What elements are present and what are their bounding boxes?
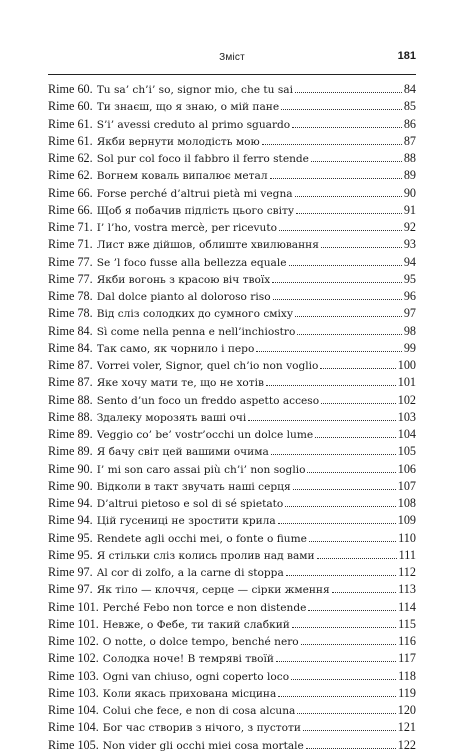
entry-page-number: 91 (403, 202, 416, 217)
entry-reference: Rime 60. (48, 82, 93, 96)
toc-entry (48, 685, 416, 702)
entry-title: Якби вогонь з красою віч твоїх (96, 273, 271, 286)
entry-reference: Rime 90. (48, 478, 93, 493)
dot-leader (292, 627, 396, 628)
entry-title: Ти знаєш, що я знаю, о мій пане (96, 101, 280, 114)
entry-page-number: 100 (397, 358, 416, 372)
entry-reference: Rime 94. (48, 496, 93, 510)
toc-entry (48, 271, 416, 288)
entry-title: Forse perché d’altrui pietà mi vegna (96, 187, 293, 200)
dot-leader (332, 592, 396, 593)
entry-page-number: 96 (403, 289, 416, 303)
entry-page-number: 107 (397, 478, 416, 493)
dot-leader (272, 282, 402, 283)
running-title: Зміст (219, 52, 245, 63)
toc-entry (48, 340, 416, 357)
page (48, 40, 416, 752)
dot-leader (311, 161, 402, 162)
dot-leader (276, 661, 396, 662)
entry-title: Sol pur col foco il fabbro il ferro stende (96, 153, 309, 165)
entry-page-number: 99 (403, 340, 416, 355)
dot-leader (320, 368, 395, 369)
entry-title: Veggio co’ be’ vostr’occhi un dolce lume (96, 429, 314, 441)
entry-title: Я бачу світ цей вашими очима (96, 446, 269, 459)
entry-page-number: 105 (397, 444, 416, 459)
dot-leader (321, 247, 402, 248)
entry-page-number: 113 (398, 582, 416, 597)
entry-title: Відколи в такт звучать наші серця (96, 480, 291, 493)
entry-reference: Rime 102. (48, 634, 99, 648)
entry-reference: Rime 84. (48, 323, 93, 338)
entry-reference: Rime 105. (48, 737, 99, 752)
entry-page-number: 120 (397, 703, 416, 717)
toc-entry (48, 323, 416, 340)
entry-page-number: 97 (403, 306, 416, 321)
dot-leader (248, 420, 395, 421)
entry-title: Так само, як чорнило і перо (96, 342, 255, 355)
entry-title: Я стільки сліз колись пролив над вами (96, 549, 315, 562)
dot-leader (279, 230, 402, 231)
dot-leader (266, 385, 396, 386)
toc-entry (48, 581, 416, 598)
entry-title: Вогнем коваль випалює метал (96, 170, 268, 183)
dot-leader (281, 109, 402, 110)
entry-page-number: 116 (398, 634, 416, 648)
toc-entry (48, 668, 416, 685)
entry-page-number: 115 (398, 616, 416, 631)
toc-entry (48, 512, 416, 529)
entry-page-number: 104 (397, 427, 416, 441)
toc-entry (48, 357, 416, 374)
entry-page-number: 117 (398, 651, 416, 666)
dot-leader (307, 472, 395, 473)
entry-reference: Rime 61. (48, 116, 93, 131)
entry-title: Tu sa’ ch’i’ so, signor mio, che tu sai (96, 84, 293, 96)
entry-reference: Rime 78. (48, 306, 93, 321)
dot-leader (271, 454, 396, 455)
entry-title: S’i’ avessi creduto al primo sguardo (96, 118, 291, 131)
dot-leader (285, 506, 395, 507)
dot-leader (273, 299, 402, 300)
entry-title: Sì come nella penna e nell’inchiostro (96, 325, 296, 338)
entry-reference: Rime 95. (48, 530, 93, 545)
entry-title: Лист вже дійшов, облиште хвилювання (96, 239, 319, 252)
entry-title: Якби вернути молодість мою (96, 135, 260, 148)
dot-leader (278, 523, 396, 524)
entry-reference: Rime 89. (48, 444, 93, 459)
dot-leader (295, 316, 402, 317)
toc-entry (48, 633, 416, 650)
entry-title: Sento d’un foco un freddo aspetto acceso (96, 394, 320, 407)
entry-page-number: 122 (397, 737, 416, 752)
entry-page-number: 111 (398, 547, 416, 562)
entry-title: Як тіло — клоччя, серце — сірки жмення (96, 584, 330, 597)
dot-leader (262, 144, 402, 145)
dot-leader (293, 489, 396, 490)
toc-entry (48, 461, 416, 478)
dot-leader (315, 437, 396, 438)
entry-page-number: 114 (398, 599, 416, 614)
dot-leader (256, 351, 401, 352)
entry-reference: Rime 84. (48, 340, 93, 355)
entry-title: Яке хочу мати те, що не хотів (96, 377, 265, 390)
entry-title: I’ l’ho, vostra mercè, per ricevuto (96, 222, 277, 234)
toc-entry (48, 719, 416, 736)
dot-leader (289, 265, 402, 266)
entry-page-number: 89 (403, 168, 416, 183)
entry-title: O notte, o dolce tempo, benché nero (102, 636, 299, 648)
entry-title: Dal dolce pianto al doloroso riso (96, 291, 271, 303)
toc-entry (48, 409, 416, 426)
entry-title: Al cor di zolfo, a la carne di stoppa (96, 567, 284, 579)
entry-reference: Rime 89. (48, 427, 93, 441)
page-header (48, 40, 416, 75)
entry-title: Невже, о Фебе, ти такий слабкий (102, 618, 290, 631)
entry-page-number: 95 (403, 271, 416, 286)
table-of-contents (48, 81, 416, 754)
entry-reference: Rime 101. (48, 599, 99, 614)
toc-entry (48, 167, 416, 184)
toc-entry (48, 150, 416, 167)
dot-leader (296, 213, 402, 214)
dot-leader (308, 610, 396, 611)
entry-reference: Rime 66. (48, 185, 93, 200)
entry-reference: Rime 103. (48, 668, 99, 683)
entry-reference: Rime 90. (48, 461, 93, 476)
dot-leader (278, 696, 396, 697)
dot-leader (309, 541, 396, 542)
entry-reference: Rime 95. (48, 547, 93, 562)
entry-reference: Rime 60. (48, 99, 93, 114)
entry-reference: Rime 61. (48, 133, 93, 148)
entry-title: Vorrei voler, Signor, quel ch’io non voglio (96, 360, 319, 372)
dot-leader (291, 679, 396, 680)
toc-entry (48, 426, 416, 443)
toc-entry (48, 254, 416, 271)
entry-reference: Rime 87. (48, 358, 93, 372)
entry-reference: Rime 97. (48, 582, 93, 597)
entry-page-number: 98 (403, 323, 416, 338)
entry-title: Від сліз солодких до сумного сміху (96, 308, 294, 321)
toc-entry (48, 737, 416, 754)
entry-page-number: 86 (403, 116, 416, 131)
toc-entry (48, 133, 416, 150)
dot-leader (295, 92, 402, 93)
entry-reference: Rime 102. (48, 651, 99, 666)
entry-reference: Rime 77. (48, 271, 93, 286)
entry-title: D’altrui pietoso e sol di sé spietato (96, 498, 284, 510)
entry-page-number: 85 (403, 99, 416, 114)
entry-reference: Rime 78. (48, 289, 93, 303)
dot-leader (270, 178, 402, 179)
entry-page-number: 93 (403, 237, 416, 252)
entry-title: Бог час створив з нічого, з пустоти (102, 722, 301, 735)
dot-leader (321, 403, 396, 404)
entry-reference: Rime 97. (48, 565, 93, 579)
dot-leader (301, 644, 396, 645)
entry-page-number: 94 (403, 254, 416, 269)
entry-page-number: 87 (403, 133, 416, 148)
dot-leader (286, 575, 396, 576)
entry-reference: Rime 101. (48, 616, 99, 631)
entry-page-number: 108 (397, 496, 416, 510)
toc-entry (48, 495, 416, 512)
toc-entry (48, 202, 416, 219)
toc-entry (48, 288, 416, 305)
toc-entry (48, 98, 416, 115)
entry-reference: Rime 66. (48, 202, 93, 217)
toc-entry (48, 219, 416, 236)
entry-reference: Rime 103. (48, 685, 99, 700)
dot-leader (292, 127, 402, 128)
entry-page-number: 109 (397, 513, 416, 528)
entry-title: Солодка ноче! В темряві твоїй (102, 653, 274, 666)
entry-reference: Rime 104. (48, 720, 99, 735)
dot-leader (303, 730, 396, 731)
entry-page-number: 110 (398, 530, 416, 545)
entry-reference: Rime 77. (48, 254, 93, 269)
toc-entry (48, 547, 416, 564)
toc-entry (48, 530, 416, 547)
entry-page-number: 118 (398, 668, 416, 683)
entry-reference: Rime 88. (48, 409, 93, 424)
entry-page-number: 84 (403, 82, 416, 96)
entry-page-number: 90 (403, 185, 416, 200)
dot-leader (295, 196, 402, 197)
toc-entry (48, 305, 416, 322)
entry-title: Colui che fece, e non di cosa alcuna (102, 705, 296, 717)
toc-entry (48, 478, 416, 495)
entry-reference: Rime 62. (48, 168, 93, 183)
entry-reference: Rime 62. (48, 151, 93, 165)
entry-title: Коли якась прихована місцина (102, 687, 277, 700)
entry-title: Non vider gli occhi miei cosa mortale (102, 739, 304, 752)
toc-entry (48, 116, 416, 133)
entry-page-number: 102 (397, 392, 416, 407)
toc-entry (48, 650, 416, 667)
entry-page-number: 103 (397, 409, 416, 424)
entry-reference: Rime 71. (48, 220, 93, 234)
toc-entry (48, 392, 416, 409)
entry-reference: Rime 71. (48, 237, 93, 252)
entry-title: Se ’l foco fusse alla bellezza equale (96, 256, 287, 269)
entry-title: Цій гусениці не зростити крила (96, 515, 276, 528)
toc-entry (48, 374, 416, 391)
entry-title: Здалеку морозять ваші очі (96, 411, 247, 424)
entry-page-number: 121 (397, 720, 416, 735)
entry-title: Perché Febo non torce e non distende (102, 601, 307, 614)
dot-leader (306, 748, 396, 749)
entry-page-number: 101 (397, 375, 416, 390)
toc-entry (48, 564, 416, 581)
entry-reference: Rime 88. (48, 392, 93, 407)
toc-entry (48, 443, 416, 460)
entry-page-number: 112 (398, 565, 416, 579)
entry-page-number: 106 (397, 461, 416, 476)
entry-page-number: 119 (398, 685, 416, 700)
dot-leader (317, 558, 397, 559)
entry-page-number: 92 (403, 220, 416, 234)
toc-entry (48, 616, 416, 633)
toc-entry (48, 236, 416, 253)
toc-entry (48, 185, 416, 202)
entry-page-number: 88 (403, 151, 416, 165)
toc-entry (48, 702, 416, 719)
entry-title: Rendete agli occhi mei, o fonte o fiume (96, 532, 307, 545)
toc-entry (48, 81, 416, 98)
entry-title: Ogni van chiuso, ogni coperto loco (102, 670, 290, 683)
entry-title: Щоб я побачив підлість цього світу (96, 204, 295, 217)
entry-reference: Rime 87. (48, 375, 93, 390)
entry-reference: Rime 104. (48, 703, 99, 717)
entry-reference: Rime 94. (48, 513, 93, 528)
page-number: 181 (397, 50, 416, 62)
toc-entry (48, 599, 416, 616)
dot-leader (297, 334, 401, 335)
entry-title: I’ mi son caro assai più ch’i’ non soglio (96, 463, 306, 476)
